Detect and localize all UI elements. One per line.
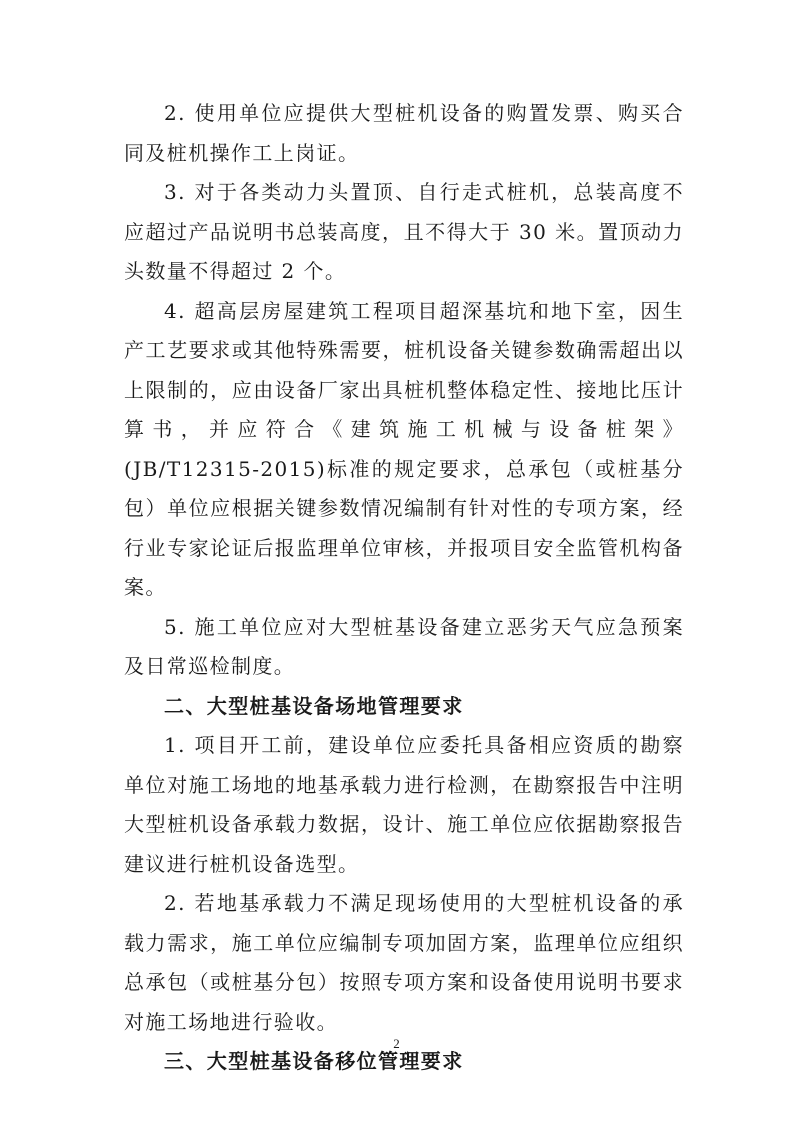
paragraph-bearing-capacity-test: 1. 项目开工前，建设单位应委托具备相应资质的勘察单位对施工场地的地基承载力进行检测，在勘察报告中注明大型桩机设备承载力数据，设计、施工单位应依据勘察报告建议进行桩机设备选型。	[124, 733, 684, 876]
paragraph-emergency-plan: 5. 施工单位应对大型桩基设备建立恶劣天气应急预案及日常巡检制度。	[124, 614, 684, 678]
section-heading-relocation-management: 三、大型桩基设备移位管理要求	[164, 1049, 464, 1073]
paragraph-height-limit: 3. 对于各类动力头置顶、自行走式桩机，总装高度不应超过产品说明书总装高度，且不得大于 30 米。置顶动力头数量不得超过 2 个。	[124, 180, 684, 283]
document-body	[124, 94, 684, 1082]
paragraph-special-requirements: 4. 超高层房屋建筑工程项目超深基坑和地下室，因生产工艺要求或其他特殊需要，桩机设备关键参数确需超出以上限制的，应由设备厂家出具桩机整体稳定性、接地比压计算书，并应符合《建筑施工机械与设备桩架》(JB/T12315-2015)标准的规定要求，总承包（或桩基分包）单位应根据关键参数情况编制有针对性的专项方案，经行业专家论证后报监理单位审核，并报项目安全监管机构备案。	[124, 298, 684, 599]
paragraph-purchase-documents: 2. 使用单位应提供大型桩机设备的购置发票、购买合同及桩机操作工上岗证。	[124, 101, 684, 165]
section-heading-site-management: 二、大型桩基设备场地管理要求	[164, 693, 464, 718]
paragraph-reinforcement-plan: 2. 若地基承载力不满足现场使用的大型桩机设备的承载力需求，施工单位应编制专项加固方案，监理单位应组织总承包（或桩基分包）按照专项方案和设备使用说明书要求对施工场地进行验收。	[124, 891, 684, 1034]
page-number: 2	[393, 1036, 400, 1051]
